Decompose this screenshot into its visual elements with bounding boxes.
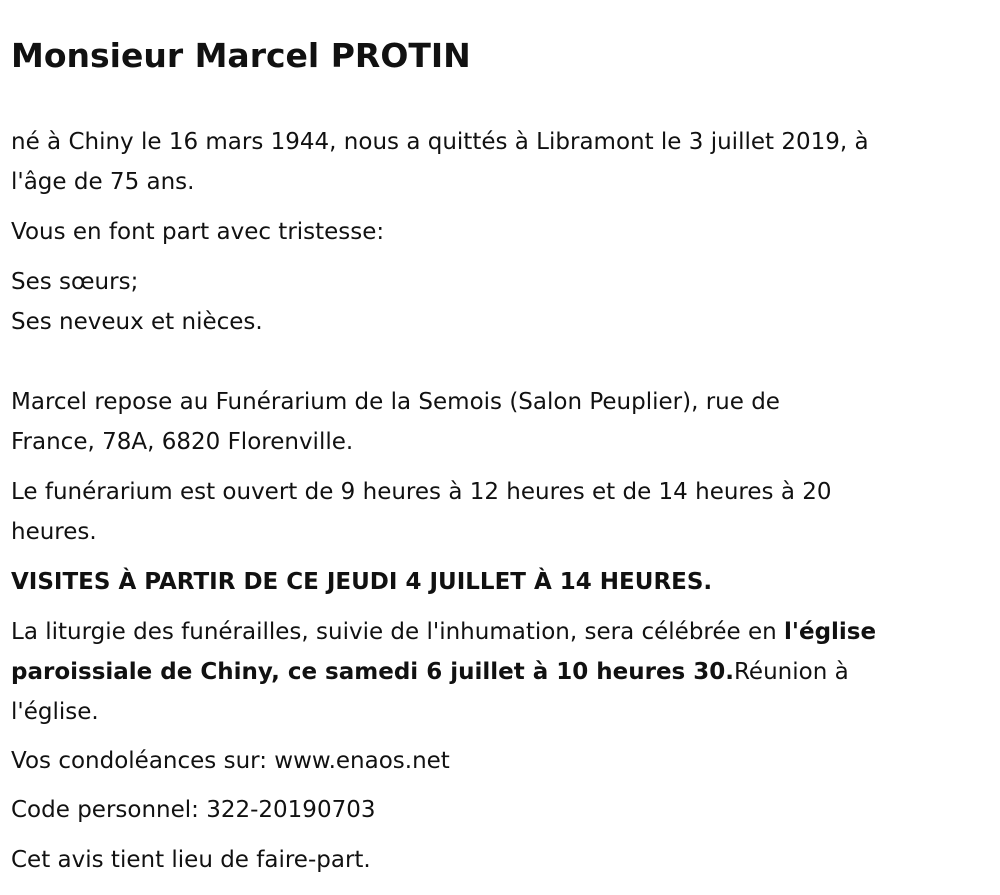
liturgy-text-2: Réunion à: [733, 659, 849, 685]
condolences-line: Vos condoléances sur: www.enaos.net: [11, 748, 450, 774]
liturgy-line-3: l'église.: [11, 699, 99, 725]
visits-line: VISITES À PARTIR DE CE JEUDI 4 JUILLET À 14 HEURES.: [11, 569, 713, 595]
notice-title: Monsieur Marcel PROTIN: [11, 36, 471, 75]
birth-line-2: l'âge de 75 ans.: [11, 169, 195, 195]
liturgy-paragraph: [11, 612, 991, 732]
liturgy-line-1: [11, 612, 991, 652]
rest-line-1: Marcel repose au Funérarium de la Semois (Salon Peuplier), rue de: [11, 389, 780, 415]
condolences-paragraph: [11, 741, 991, 781]
birth-death-paragraph: [11, 122, 991, 202]
family-sisters: Ses sœurs;: [11, 269, 139, 295]
liturgy-text-1: La liturgie des funérailles, suivie de l'inhumation, sera célébrée en: [11, 619, 785, 645]
family-nephews: Ses neveux et nièces.: [11, 309, 263, 335]
code-paragraph: [11, 790, 991, 830]
visits-paragraph: [11, 562, 991, 602]
liturgy-church-2: paroissiale de Chiny, ce samedi 6 juillet à 10 heures 30.: [11, 659, 734, 685]
rest-paragraph: [11, 382, 991, 462]
hours-line-2: heures.: [11, 519, 97, 545]
rest-line-2: France, 78A, 6820 Florenville.: [11, 429, 354, 455]
hours-line-1: Le funérarium est ouvert de 9 heures à 12 heures et de 14 heures à 20: [11, 479, 832, 505]
liturgy-line-2: [11, 652, 991, 692]
announce-line: Vous en font part avec tristesse:: [11, 219, 385, 245]
family-paragraph: [11, 262, 991, 342]
announce-paragraph: [11, 212, 991, 252]
hours-paragraph: [11, 472, 991, 552]
birth-line-1: né à Chiny le 16 mars 1944, nous a quittés à Libramont le 3 juillet 2019, à: [11, 129, 869, 155]
closing-paragraph: [11, 840, 991, 880]
liturgy-church-1: l'église: [784, 619, 877, 645]
closing-line: Cet avis tient lieu de faire-part.: [11, 847, 371, 873]
code-line: Code personnel: 322-20190703: [11, 797, 376, 823]
